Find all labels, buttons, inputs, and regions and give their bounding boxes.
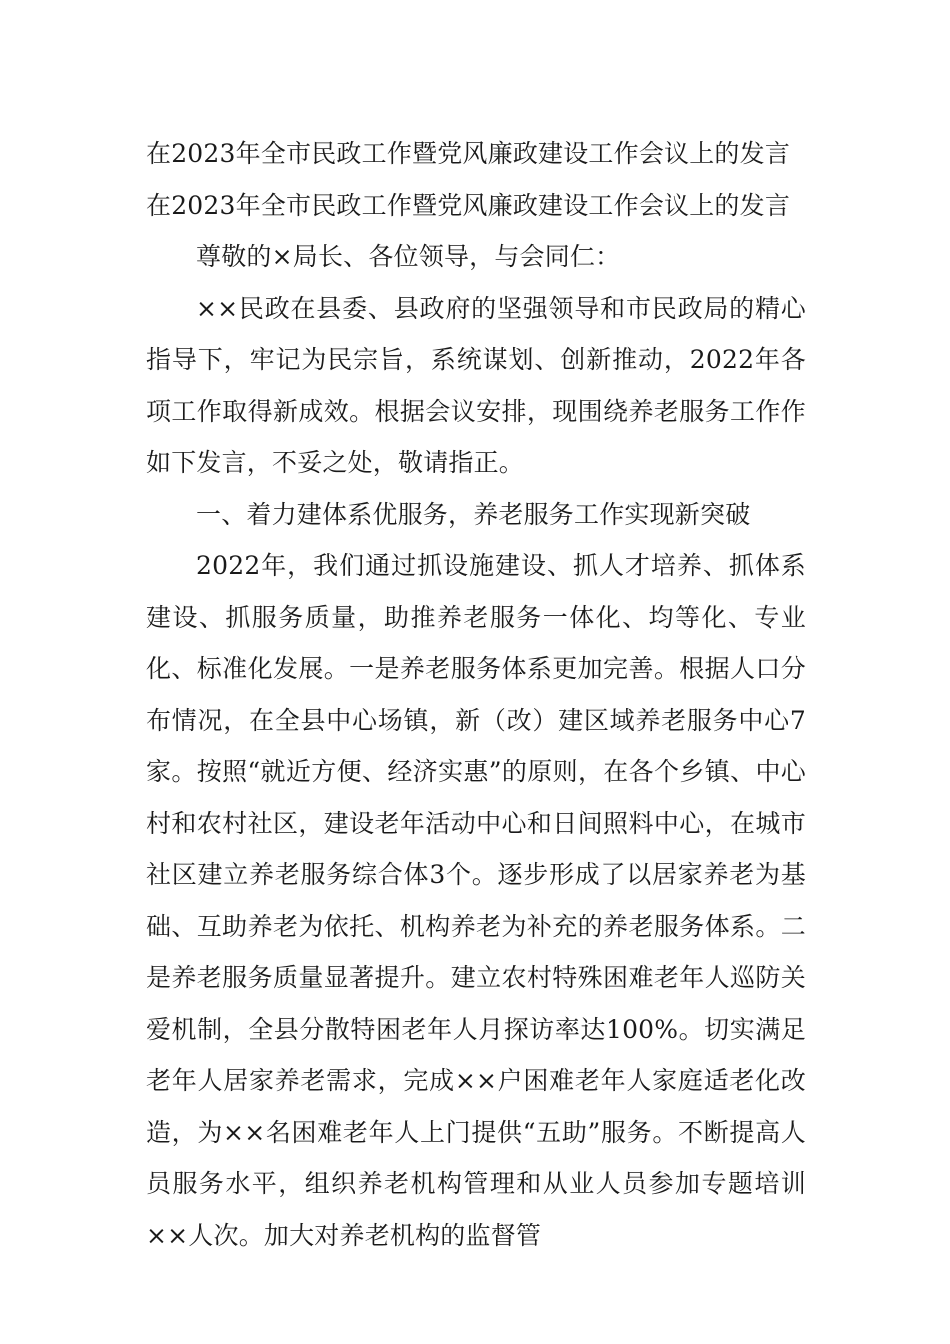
paragraph-body: 2022年，我们通过抓设施建设、抓人才培养、抓体系建设、抓服务质量，助推养老服务一体化、均等化、专业化、标准化发展。一是养老服务体系更加完善。根据人口分布情况，在全县中心场镇，新（改）建区域养老服务中心7家。按照“就近方便、经济实惠”的原则，在各个乡镇、中心村和农村社区，建设老年活动中心和日间照料中心，在城市社区建立养老服务综合体3个。逐步形成了以居家养老为基础、互助养老为依托、机构养老为补充的养老服务体系。二是养老服务质量显著提升。建立农村特殊困难老年人巡防关爱机制，全县分散特困老年人月探访率达100%。切实满足老年人居家养老需求，完成××户困难老年人家庭适老化改造，为××名困难老年人上门提供“五助”服务。不断提高人员服务水平，组织养老机构管理和从业人员参加专题培训××人次。加大对养老机构的监督管 [146, 551, 806, 1250]
document-body [146, 128, 806, 1261]
document-title-repeat: 在2023年全市民政工作暨党风廉政建设工作会议上的发言 [146, 190, 791, 220]
document-title: 在2023年全市民政工作暨党风廉政建设工作会议上的发言 [146, 139, 791, 168]
paragraph-intro: ××民政在县委、县政府的坚强领导和市民政局的精心指导下，牢记为民宗旨，系统谋划、创新推动，2022年各项工作取得新成效。根据会议安排，现围绕养老服务工作作如下发言，不妥之处，敬请指正。 [146, 293, 806, 477]
section-heading-1: 一、着力建体系优服务，养老服务工作实现新突破 [196, 499, 751, 529]
salutation: 尊敬的×局长、各位领导，与会同仁： [196, 242, 621, 271]
